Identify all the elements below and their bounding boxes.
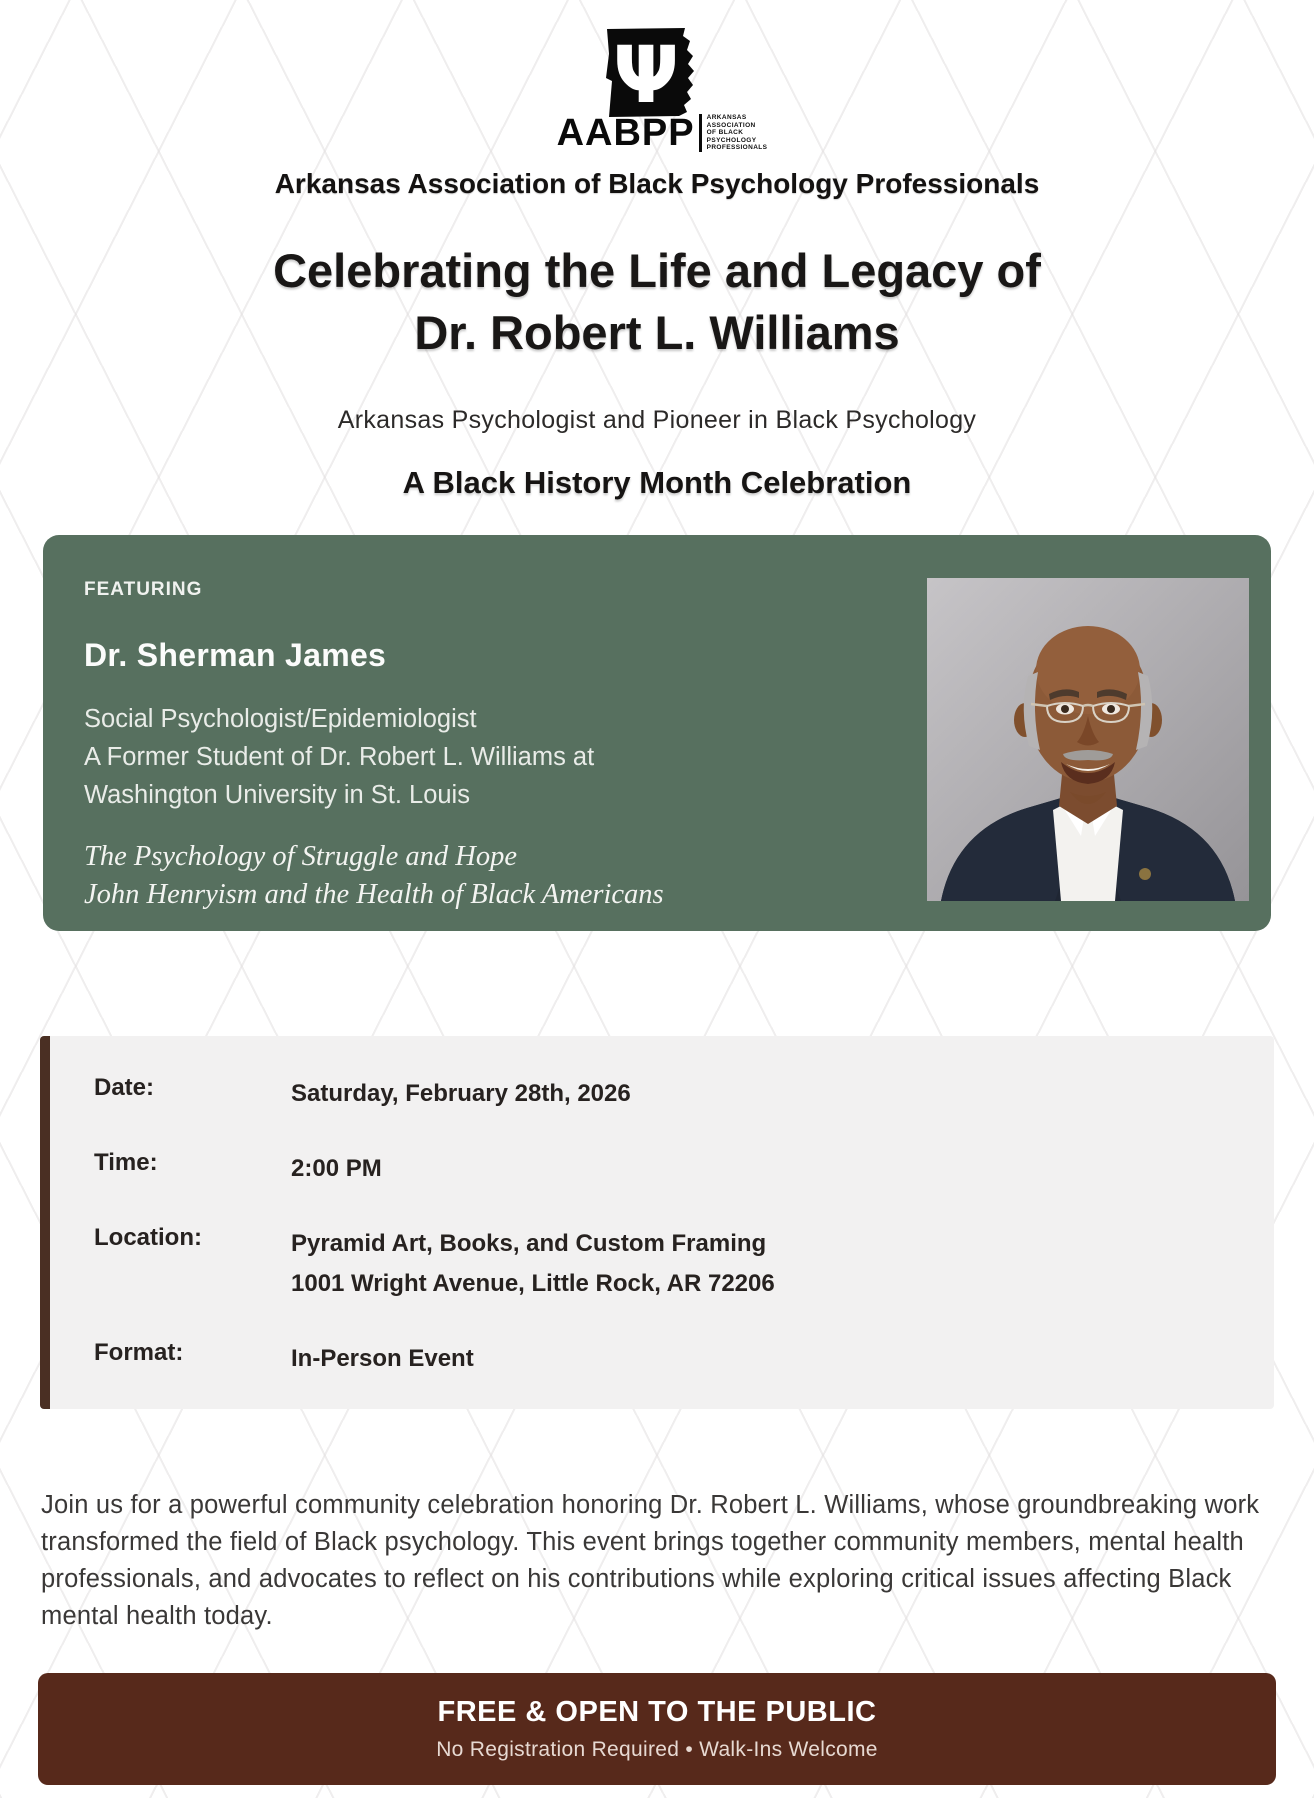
- footer-banner: [38, 1673, 1276, 1785]
- detail-row-location: [94, 1224, 1274, 1304]
- page-title: [273, 240, 1041, 364]
- logo-small-line: OF BLACK: [706, 129, 744, 137]
- svg-text:Ψ: Ψ: [612, 31, 680, 118]
- featuring-label: FEATURING: [84, 579, 203, 600]
- speaker-name: Dr. Sherman James: [84, 637, 387, 673]
- aabpp-logo: [547, 26, 768, 152]
- logo-small-line: PSYCHOLOGY: [706, 136, 757, 144]
- detail-row-date: [94, 1074, 1274, 1114]
- logo-acronym: AABPP: [556, 112, 695, 154]
- detail-label: Location:: [94, 1224, 202, 1251]
- talk-title-line: The Psychology of Struggle and Hope: [84, 841, 517, 872]
- speaker-desc-line: Social Psychologist/Epidemiologist: [84, 705, 477, 733]
- logo-divider: [699, 114, 702, 152]
- detail-value: [291, 1339, 474, 1379]
- logo-org-smalltext: [707, 114, 768, 152]
- logo-wordmark: [557, 114, 768, 152]
- logo-small-line: ARKANSAS: [706, 114, 747, 122]
- event-description: Join us for a powerful community celebration honoring Dr. Robert L. Williams, whose groundbreaking work transformed the field of Black psychology. This event brings together community members, mental health professionals, and advocates to reflect on his contributions while exploring critical issues affecting Black mental health today.: [41, 1491, 1260, 1630]
- detail-value: [291, 1074, 631, 1114]
- event-type-heading: A Black History Month Celebration: [402, 465, 912, 500]
- logo-small-line: PROFESSIONALS: [706, 144, 768, 152]
- subtitle: Arkansas Psychologist and Pioneer in Black Psychology: [337, 406, 977, 434]
- title-line-1: Celebrating the Life and Legacy of: [273, 244, 1041, 297]
- logo-small-line: ASSOCIATION: [706, 121, 756, 129]
- detail-value: [291, 1224, 775, 1304]
- footer-headline: FREE & OPEN TO THE PUBLIC: [437, 1696, 877, 1728]
- speaker-photo: [927, 578, 1249, 901]
- detail-value: [291, 1149, 382, 1189]
- detail-value-line: In-Person Event: [291, 1345, 474, 1372]
- detail-value-line: Pyramid Art, Books, and Custom Framing: [291, 1230, 767, 1257]
- detail-label: Time:: [94, 1149, 158, 1176]
- talk-title-line: John Henryism and the Health of Black Americans: [84, 879, 664, 910]
- featuring-panel: [43, 535, 1271, 931]
- organization-name: Arkansas Association of Black Psychology Professionals: [274, 168, 1040, 199]
- footer-subline: No Registration Required • Walk-Ins Welcome: [436, 1738, 878, 1761]
- arkansas-state-psi-icon: [589, 26, 739, 118]
- detail-value-line: Saturday, February 28th, 2026: [291, 1080, 631, 1107]
- speaker-desc-line: Washington University in St. Louis: [84, 781, 470, 809]
- event-details-panel: [40, 1036, 1274, 1409]
- speaker-desc-line: A Former Student of Dr. Robert L. Williams at: [84, 743, 595, 771]
- detail-row-format: [94, 1339, 1274, 1379]
- detail-label: Date:: [94, 1074, 155, 1101]
- detail-value-line: 2:00 PM: [291, 1155, 382, 1182]
- detail-label: Format:: [94, 1339, 184, 1366]
- detail-row-time: [94, 1149, 1274, 1189]
- detail-value-line: 1001 Wright Avenue, Little Rock, AR 72206: [291, 1270, 775, 1297]
- title-line-2: Dr. Robert L. Williams: [414, 306, 900, 359]
